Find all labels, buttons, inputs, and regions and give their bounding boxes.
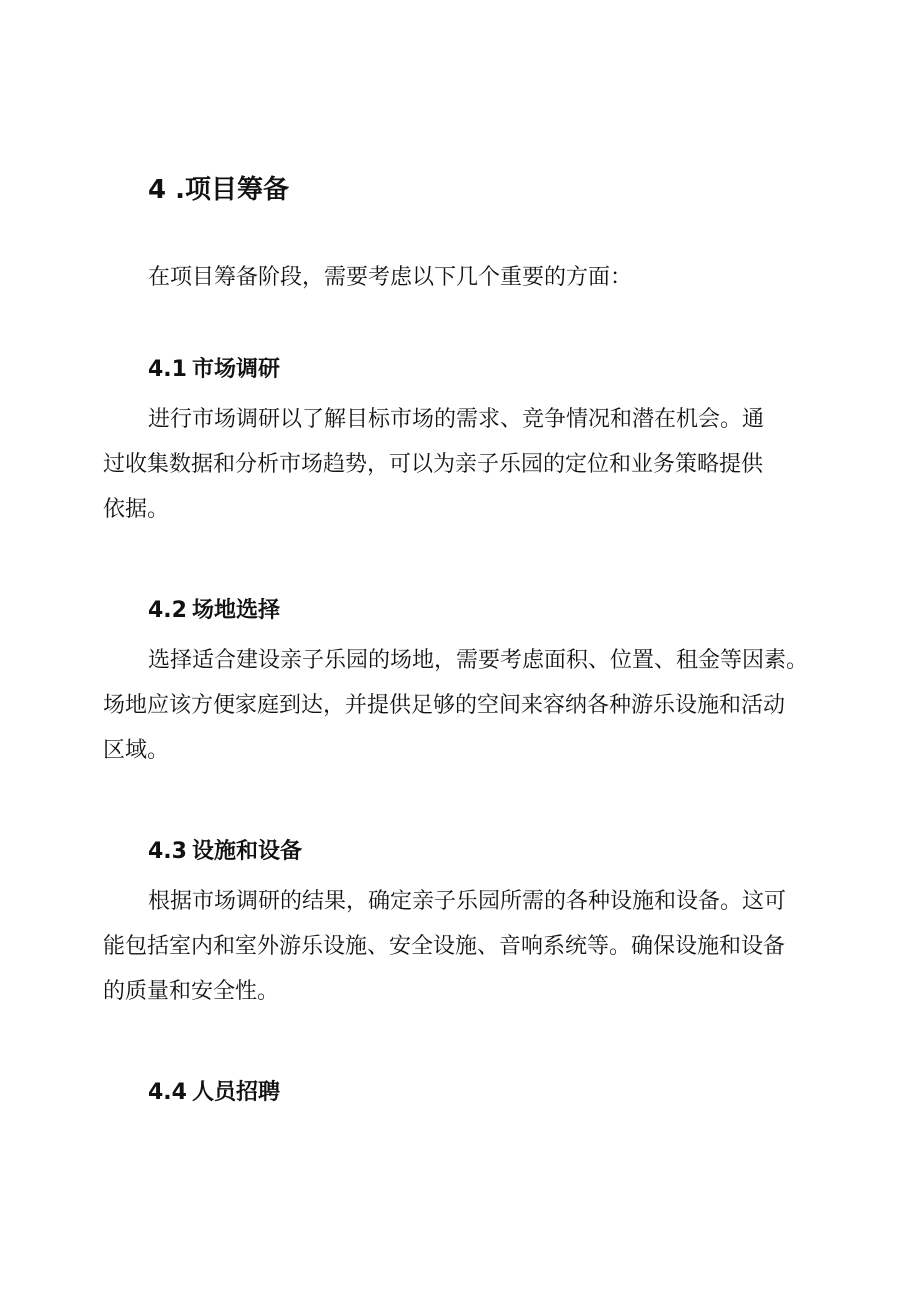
paragraph-line: 过收集数据和分析市场趋势，可以为亲子乐园的定位和业务策略提供 bbox=[103, 452, 764, 477]
section-title-text: 设施和设备 bbox=[192, 839, 303, 864]
paragraph-line: 根据市场调研的结果，确定亲子乐园所需的各种设施和设备。这可 bbox=[148, 889, 787, 914]
paragraph-line: 的质量和安全性。 bbox=[103, 979, 280, 1004]
intro-paragraph: 在项目筹备阶段，需要考虑以下几个重要的方面： bbox=[148, 265, 633, 290]
section-title-text: 场地选择 bbox=[192, 598, 281, 623]
paragraph-line: 进行市场调研以了解目标市场的需求、竞争情况和潜在机会。通 bbox=[148, 407, 765, 432]
paragraph-line: 区域。 bbox=[103, 738, 170, 763]
section-title-4-1 bbox=[148, 354, 280, 386]
section-number: 4.3 bbox=[148, 839, 187, 864]
chapter-heading: 4 .项目筹备 bbox=[148, 175, 290, 205]
paragraph-line: 依据。 bbox=[103, 497, 170, 522]
section-number: 4.2 bbox=[148, 598, 187, 623]
paragraph-line: 能包括室内和室外游乐设施、安全设施、音响系统等。确保设施和设备 bbox=[103, 934, 786, 959]
section-title-4-4 bbox=[148, 1077, 280, 1109]
section-title-text: 市场调研 bbox=[192, 357, 281, 382]
section-title-text: 人员招聘 bbox=[192, 1080, 281, 1105]
paragraph-line: 选择适合建设亲子乐园的场地，需要考虑面积、位置、租金等因素。 bbox=[148, 648, 809, 673]
section-paragraph-4-1 bbox=[103, 397, 800, 532]
section-title-4-3 bbox=[148, 836, 302, 868]
section-title-4-2 bbox=[148, 595, 280, 627]
section-paragraph-4-2 bbox=[103, 638, 809, 773]
paragraph-line: 场地应该方便家庭到达，并提供足够的空间来容纳各种游乐设施和活动 bbox=[103, 693, 786, 718]
section-paragraph-4-3 bbox=[103, 879, 800, 1014]
section-number: 4.1 bbox=[148, 357, 187, 382]
section-number: 4.4 bbox=[148, 1080, 187, 1105]
